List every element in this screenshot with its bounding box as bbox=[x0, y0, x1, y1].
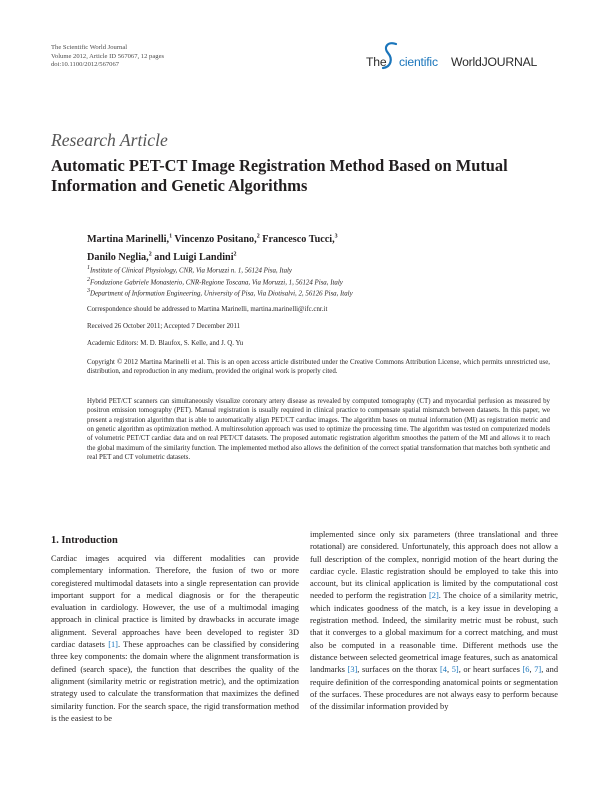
logo-world-journal: WorldJOURNAL bbox=[451, 55, 538, 69]
copyright-notice: Copyright © 2012 Martina Marinelli et al. This is an open access article distributed under the Creative Commons Attribution License, which permits unrestricted use, distribution, and reproduction in any medium, provided the original work is properly cited. bbox=[87, 359, 550, 376]
received-dates: Received 26 October 2011; Accepted 7 December 2011 bbox=[87, 323, 241, 330]
affiliation: $^2$Fondazione Gabriele Monasterio, CNR-Regione Toscana, Via Moruzzi, 1, 56124 Pisa, Italy bbox=[87, 276, 343, 286]
body-text: , or heart surfaces bbox=[458, 665, 523, 675]
author: Francesco Tucci,$^3$ bbox=[259, 234, 338, 246]
citation-link[interactable]: [2] bbox=[429, 591, 439, 601]
body-text: . The choice of a similarity metric, which indicates goodness of the match, is a key issue in developing a registration method. Indeed, the similarity metric must be robust, such that it converges to a global maximum for a correct matching, and must also be computed in a reasonable time. Different methods use the distance between selected geometrical image features, such as anatomical landmarks bbox=[310, 591, 558, 675]
body-text: , bbox=[529, 665, 535, 675]
citation-link[interactable]: 7] bbox=[534, 665, 542, 675]
citation-link[interactable]: [3] bbox=[347, 665, 358, 675]
affiliation: $^3$Department of Information Engineering, University of Pisa, Via Diotisalvi, 2, 56126 Pisa, Italy bbox=[87, 288, 353, 298]
body-column-left bbox=[51, 553, 299, 757]
affiliations bbox=[87, 264, 547, 299]
journal-meta bbox=[51, 44, 164, 70]
journal-name: The Scientific World Journal bbox=[51, 44, 128, 51]
citation-link[interactable]: [6 bbox=[522, 665, 530, 675]
paper-title: Automatic PET-CT Image Registration Method Based on Mutual Information and Genetic Algorithms bbox=[51, 156, 508, 195]
body-text: , surfaces on the thorax bbox=[357, 665, 440, 675]
body-text: implemented since only six parameters (three translational and three rotational) are considered. Unfortunately, this approach does not allow a full description of the complex, nonrigid motion of the heart during the cardiac cycle. Elastic registration should be employed to take this into account, but its clinical application is limited by the computational cost needed to perform the registration bbox=[310, 530, 558, 601]
logo-the: The bbox=[366, 55, 387, 69]
author: Martina Marinelli,$^1$ bbox=[87, 234, 173, 246]
logo-scientific: cientific bbox=[399, 55, 438, 69]
author: Danilo Neglia,$^2$ bbox=[87, 251, 152, 263]
section-heading: 1. Introduction bbox=[51, 535, 118, 546]
author: and Luigi Landini$^2$ bbox=[151, 251, 237, 263]
academic-editors: Academic Editors: M. D. Blaufox, S. Kelle, and J. Q. Yu bbox=[87, 340, 244, 347]
correspondence: Correspondence should be addressed to Martina Marinelli, martina.marinelli@ifc.cnr.it bbox=[87, 306, 328, 313]
citation-link[interactable]: 5] bbox=[451, 665, 459, 675]
author: Vincenzo Positano,$^2$ bbox=[172, 234, 260, 246]
body-text: , and require definition of the corresponding anatomical points or segmentation of the surfaces. These procedures are not always easy to perform because of the dissimilar information provided by bbox=[310, 665, 558, 712]
body-text: Cardiac images acquired via different modalities can provide complementary information. Therefore, the fusion of two or more coregistered multimodal datasets into a single representation can provide important support for a medical diagnosis or for the therapeutic evaluation in cardiology. However, the use of a multimodal imaging approach in clinical practice is limited by drawbacks in accurate image alignment. Several approaches have been developed to register 3D cardiac datasets bbox=[51, 554, 299, 650]
citation-link[interactable]: [4 bbox=[440, 665, 447, 675]
body-text: . These approaches can be classified by considering three key components: the domain where the alignment transformation is defined (search space), the function that describes the quality of the alignment (similarity metric or registration metric), and the optimization strategy used to calculate the transformation that maximizes the defined similarity function. For the search space, the rigid transformation method is the easiest to be bbox=[51, 640, 299, 723]
citation-link[interactable]: [1] bbox=[108, 640, 118, 650]
journal-doi: doi:10.1100/2012/567067 bbox=[51, 61, 120, 69]
body-column-right bbox=[310, 529, 558, 767]
body-text: , bbox=[446, 665, 452, 675]
journal-volume: Volume 2012, Article ID 567067, 12 pages bbox=[51, 52, 165, 60]
logo-swash-s-icon bbox=[379, 41, 401, 71]
affiliation: $^1$Institute of Clinical Physiology, CNR, Via Moruzzi n. 1, 56124 Pisa, Italy bbox=[87, 265, 292, 275]
author-list bbox=[87, 230, 547, 265]
article-type: Research Article bbox=[51, 130, 168, 150]
abstract: Hybrid PET/CT scanners can simultaneously visualize coronary artery disease as revealed by computed tomography (CT) and myocardial perfusion as measured by positron emission tomography (PET). Manual registration is usually required in clinical practice to compensate spatial mismatch between datasets. In this paper, we present a registration algorithm that is able to automatically align PET/CT cardiac images. The algorithm bases on mutual information (MI) as registration metric and on genetic algorithm as optimization method. A multiresolution approach was used to optimize the processing time. The algorithm was tested on computerized models of volumetric PET/CT cardiac data and on real PET/CT datasets. The proposed automatic registration algorithm smoothes the pattern of the MI and allows it to reach the global maximum of the similarity function. The implemented method also allows the definition of the correct spatial transformation that matches both synthetic and real PET and CT volumetric datasets. bbox=[87, 398, 550, 462]
